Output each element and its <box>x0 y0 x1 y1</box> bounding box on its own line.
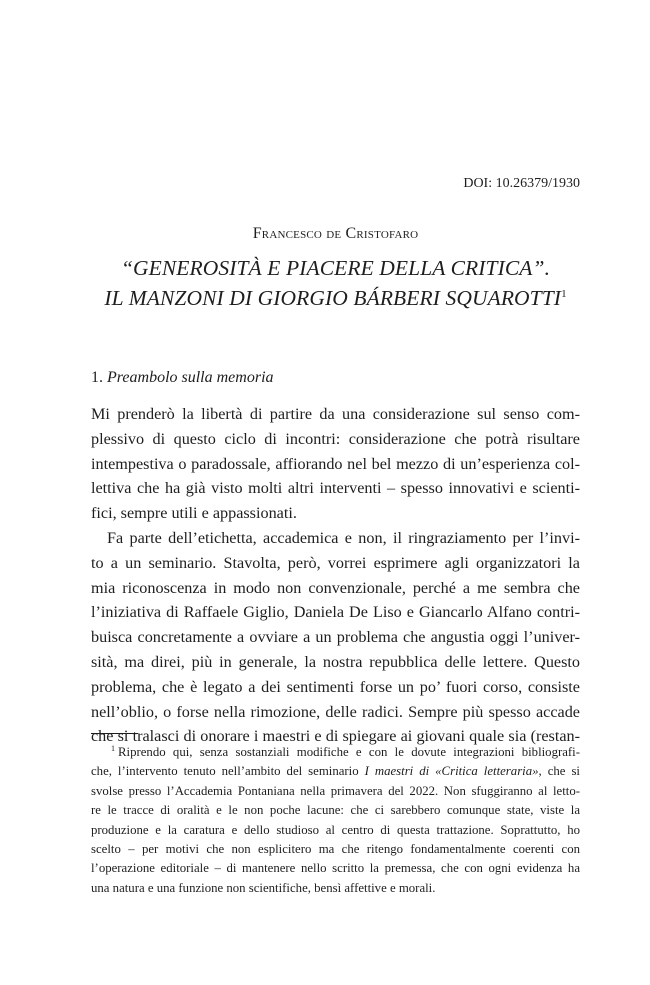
doi-label: DOI: 10.26379/1930 <box>463 176 580 191</box>
text-line: l’iniziativa di Raffaele Giglio, Daniela De Liso e Giancarlo Alfano contri- <box>91 603 580 622</box>
paragraph-1 <box>91 402 580 526</box>
footnote-text: Riprendo qui, senza sostanziali modifiche e con le dovute integrazioni bibliografi- <box>118 745 580 759</box>
footnote-line: una natura e una funzione non scientifiche, bensì affettive e morali. <box>91 880 436 895</box>
body-text <box>91 402 580 749</box>
footnote-line <box>91 743 580 762</box>
text-line: che si tralasci di onorare i maestri e di spiegare ai giovani quale sia (restan- <box>91 727 580 746</box>
seminar-title: I maestri di «Critica letteraria» <box>364 764 539 779</box>
footnote-line: scelto – per motivi che non esplicitero ma che ritengo fondamentalmente coerenti con <box>91 842 580 857</box>
title-line-2 <box>71 283 600 313</box>
footnote-line <box>91 762 580 781</box>
footnote-marker: 1 <box>111 744 115 753</box>
author-name: Francesco de Cristofaro <box>252 225 419 242</box>
text-line: to a un seminario. Stavolta, però, vorrei esprimere agli organizzatori la <box>91 553 580 572</box>
footnote-line: l’operazione editoriale – di mantenere nello scritto la premessa, che con ogni evidenza ha <box>91 861 580 876</box>
text-line: intempestiva o paradossale, affiorando nel bel mezzo di un’esperienza col- <box>91 454 580 473</box>
text-line: mia riconoscenza in modo non convenzionale, perché a me sembra che <box>91 578 580 597</box>
text-line: buisca concretamente a ovviare a un problema che angustia oggi l’univer- <box>91 628 580 647</box>
section-title: Preambolo sulla memoria <box>107 369 274 386</box>
paragraph-2 <box>91 526 580 749</box>
title-footnote-marker[interactable]: 1 <box>561 288 567 300</box>
footnote-line: re le tracce di oralità e le non poche lacune: che ci sarebbero comunque state, viste la <box>91 803 580 818</box>
text-line: plessivo di questo ciclo di incontri: considerazione che potrà risultare <box>91 429 580 448</box>
text-line: lettiva che ha già visto molti altri interventi – spesso innovativi e scienti- <box>91 479 580 498</box>
footnote-text: , che si <box>538 764 580 779</box>
text-line: Fa parte dell’etichetta, accademica e non, il ringraziamento per l’invi- <box>107 528 580 547</box>
section-heading <box>91 369 274 387</box>
footnote-line: produzione e la caratura e dello studioso al centro di questa trattazione. Soprattutto, ho <box>91 822 580 837</box>
text-line: sità, ma direi, più in generale, la nostra repubblica delle lettere. Questo <box>91 652 580 671</box>
title-line-1: “GENEROSITÀ E PIACERE DELLA CRITICA”. <box>120 256 551 280</box>
text-line: Mi prenderò la libertà di partire da una considerazione sul senso com- <box>91 405 580 423</box>
page <box>91 0 580 985</box>
title-line-2-text: IL MANZONI DI GIORGIO BÁRBERI SQUAROTTI <box>104 286 562 310</box>
text-line: nell’oblio, o forse nella rimozione, delle radici. Sempre più spesso accade <box>91 702 580 721</box>
footnote <box>91 743 580 898</box>
text-line: problema, che è legato a dei sentimenti forse un po’ fuori corso, consiste <box>91 677 580 696</box>
footnote-separator <box>91 733 138 734</box>
footnote-line: svolse presso l’Accademia Pontaniana nella primavera del 2022. Non sfuggiranno al letto- <box>91 783 580 798</box>
section-number: 1. <box>91 369 103 386</box>
text-line: fici, sempre utili e appassionati. <box>91 504 297 523</box>
footnote-text: che, l’intervento tenuto nell’ambito del seminario <box>91 764 365 779</box>
article-title <box>71 253 600 313</box>
